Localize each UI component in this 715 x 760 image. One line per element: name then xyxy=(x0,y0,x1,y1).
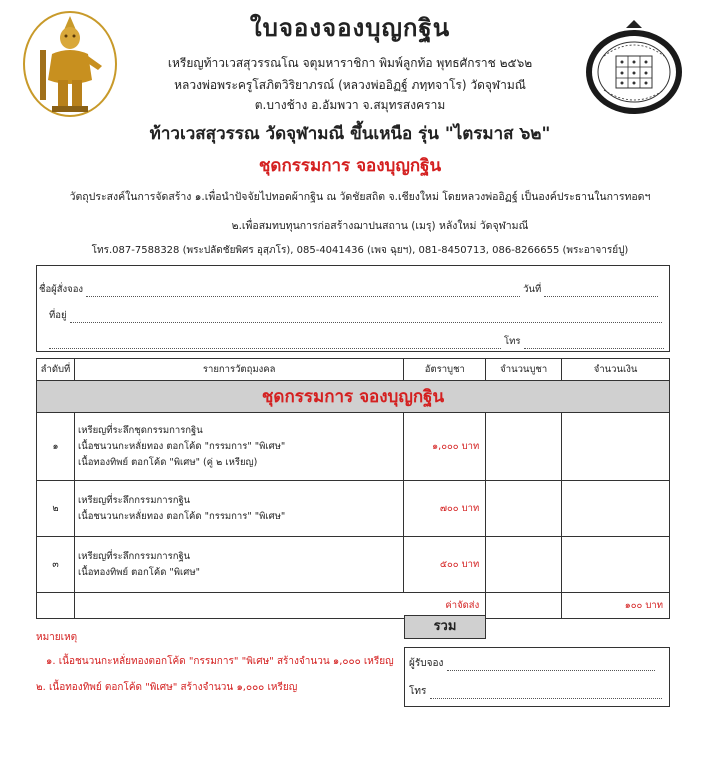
row-line: เหรียญที่ระลึกกรรมการกฐิน xyxy=(77,494,191,506)
receiver-field[interactable] xyxy=(447,661,655,671)
shipping-no-cell xyxy=(37,593,75,619)
items-table xyxy=(36,358,670,619)
header-rate: อัตราบูชา xyxy=(404,359,486,381)
phone-row xyxy=(49,334,664,349)
row-description xyxy=(74,413,403,481)
table-row xyxy=(37,537,670,593)
receiver-phone-label: โทร xyxy=(409,686,427,697)
coin-description: เหรียญท้าวเวสสุวรรณโณ จตุมหาราชิกา พิมพ์ลูกท้อ พุทธศักราช ๒๕๖๒ xyxy=(167,56,533,70)
temple-location: ต.บางช้าง อ.อัมพวา จ.สมุทรสงคราม xyxy=(254,98,446,112)
total-label: รวม xyxy=(404,615,486,639)
header-quantity: จำนวนบูชา xyxy=(486,359,562,381)
notes-heading: หมายเหตุ xyxy=(36,632,78,643)
row-line: เนื้อชนวนกะหลั่ยทอง ตอกโค้ด "กรรมการ" "พิเศษ" xyxy=(77,440,286,452)
row-price: ๕๐๐ บาท xyxy=(404,537,486,593)
phone-field[interactable] xyxy=(524,339,664,349)
row-line: เนื้อชนวนกะหลั่ยทอง ตอกโค้ด "กรรมการ" "พิเศษ" xyxy=(77,510,286,522)
name-field[interactable] xyxy=(86,287,520,297)
row-quantity-cell[interactable] xyxy=(486,481,562,537)
row-quantity-cell[interactable] xyxy=(486,413,562,481)
row-quantity-cell[interactable] xyxy=(486,537,562,593)
form-title: ใบจองจองบุญกฐิน xyxy=(249,14,451,42)
shipping-row xyxy=(37,593,670,619)
row-price: ๑,๐๐๐ บาท xyxy=(404,413,486,481)
header-amount: จำนวนเงิน xyxy=(562,359,670,381)
phone-label: โทร xyxy=(504,336,521,347)
header-item: รายการวัตถุมงคล xyxy=(74,359,403,381)
address-field-2[interactable] xyxy=(49,339,501,349)
address-row xyxy=(49,308,662,323)
row-description xyxy=(74,537,403,593)
row-amount-cell[interactable] xyxy=(562,481,670,537)
shipping-quantity-cell xyxy=(486,593,562,619)
row-number: ๓ xyxy=(37,537,75,593)
note-item: ๑. เนื้อชนวนกะหลั่ยทองตอกโค้ด "กรรมการ" "พิเศษ" สร้างจำนวน ๑,๐๐๐ เหรียญ xyxy=(46,656,394,667)
series-subtitle: ท้าวเวสสุวรรณ วัดจุฬามณี ขึ้นเหนือ รุ่น "ไตรมาส ๖๒" xyxy=(149,124,551,144)
row-amount-cell[interactable] xyxy=(562,413,670,481)
contact-phones: โทร.087-7588328 (พระปลัดชัยพิศร อุสฺภโร), 085-4041436 (เพจ ฉุยฯ), 081-8450713, 086-8266655 (พระอาจารย์ปู) xyxy=(91,245,629,256)
orderer-info-box xyxy=(36,265,670,352)
receiver-phone-field[interactable] xyxy=(430,689,662,699)
table-row xyxy=(37,481,670,537)
table-header-row xyxy=(37,359,670,381)
note-item: ๒. เนื้อทองทิพย์ ตอกโค้ด "พิเศษ" สร้างจำนวน ๑,๐๐๐ เหรียญ xyxy=(36,682,298,693)
address-field[interactable] xyxy=(70,313,662,323)
name-label: ชื่อผู้สั่งจอง xyxy=(39,284,84,295)
row-line: เนื้อทองทิพย์ ตอกโค้ด "พิเศษ" (คู่ ๒ เหรียญ) xyxy=(77,456,258,468)
thao-wessuwan-figure-icon xyxy=(22,10,118,118)
shipping-label: ค่าจัดส่ง xyxy=(74,593,485,619)
row-number: ๑ xyxy=(37,413,75,481)
receiver-row xyxy=(409,656,655,671)
row-description xyxy=(74,481,403,537)
row-line: เหรียญที่ระลึกกรรมการกฐิน xyxy=(77,550,191,562)
section-title: ชุดกรรมการ จองบุญกฐิน xyxy=(258,156,442,176)
row-price: ๗๐๐ บาท xyxy=(404,481,486,537)
date-label: วันที่ xyxy=(523,284,542,295)
monk-name: หลวงพ่อพระครูโสภิตวิริยาภรณ์ (หลวงพ่ออิฏฐ์ ภทฺทจาโร) วัดจุฬามณี xyxy=(174,78,526,92)
row-line: เนื้อทองทิพย์ ตอกโค้ด "พิเศษ" xyxy=(77,566,200,578)
purpose-line-2: ๒.เพื่อสมทบทุนการก่อสร้างฌาปนสถาน (เมรุ) หลังใหม่ วัดจุฬามณี xyxy=(231,220,529,232)
receiver-label: ผู้รับจอง xyxy=(409,658,444,669)
row-line: เหรียญที่ระลึกชุดกรรมการกฐิน xyxy=(77,424,203,436)
row-number: ๒ xyxy=(37,481,75,537)
table-banner-row xyxy=(37,381,670,413)
yantra-amulet-icon xyxy=(582,16,686,116)
address-label: ที่อยู่ xyxy=(49,310,67,321)
name-row xyxy=(39,282,658,297)
receiver-box xyxy=(404,647,670,707)
table-banner: ชุดกรรมการ จองบุญกฐิน xyxy=(37,381,670,413)
date-field[interactable] xyxy=(544,287,658,297)
receiver-phone-row xyxy=(409,684,662,699)
row-amount-cell[interactable] xyxy=(562,537,670,593)
header-no: ลำดับที่ xyxy=(37,359,75,381)
purpose-line-1: วัตถุประสงค์ในการจัดสร้าง ๑.เพื่อนำปัจจัยไปทอดผ้ากฐิน ณ วัดชัยสถิต จ.เชียงใหม่ โดยหลวงพ่ออิฏฐ์ เป็นองค์ประธานในการทอดฯ xyxy=(69,191,651,203)
shipping-amount: ๑๐๐ บาท xyxy=(562,593,670,619)
notes xyxy=(36,630,394,706)
table-row xyxy=(37,413,670,481)
